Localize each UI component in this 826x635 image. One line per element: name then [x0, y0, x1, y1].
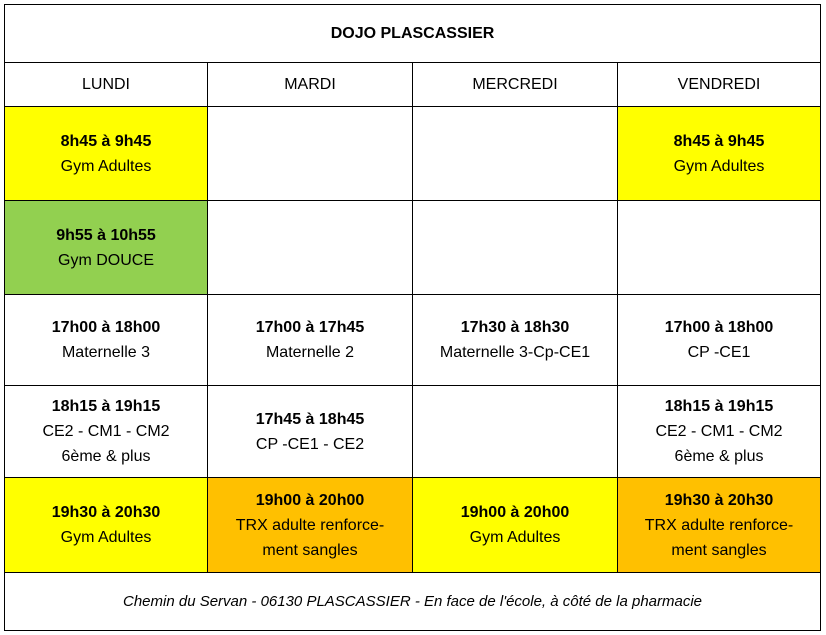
slot-activity: Maternelle 2 — [265, 344, 355, 361]
schedule-cell — [618, 107, 821, 201]
footer-row — [5, 573, 821, 631]
slot-time: 17h00 à 18h00 — [51, 319, 161, 336]
slot-activity: Maternelle 3 — [61, 344, 151, 361]
slot-time: 17h00 à 17h45 — [255, 319, 365, 336]
slot-activity: ment sangles — [262, 541, 358, 559]
slot-activity: 6ème & plus — [674, 448, 764, 465]
schedule-cell — [5, 386, 208, 478]
schedule-cell — [5, 295, 208, 386]
slot-activity: Maternelle 3-Cp-CE1 — [439, 344, 591, 361]
schedule-title: DOJO PLASCASSIER — [5, 5, 821, 63]
days-header-row — [5, 63, 821, 107]
slot-time: 9h55 à 10h55 — [56, 226, 156, 244]
slot-time: 19h00 à 20h00 — [460, 504, 570, 521]
schedule-cell — [413, 201, 618, 295]
slot-time: 18h15 à 19h15 — [51, 398, 161, 415]
schedule-cell — [5, 201, 208, 295]
slot-time: 8h45 à 9h45 — [673, 132, 765, 150]
schedule-cell — [208, 201, 413, 295]
slot-time: 19h30 à 20h30 — [664, 491, 774, 509]
schedule-cell — [208, 107, 413, 201]
slot-time: 17h30 à 18h30 — [460, 319, 570, 336]
slot-time: 19h00 à 20h00 — [255, 491, 365, 509]
slot-activity: Gym Adultes — [60, 529, 152, 546]
slot-activity: Gym Adultes — [673, 157, 765, 175]
day-header-mercredi: MERCREDI — [413, 63, 618, 107]
slot-activity: CP -CE1 - CE2 — [255, 435, 365, 453]
slot-time: 17h00 à 18h00 — [664, 319, 774, 336]
slot-activity: CE2 - CM1 - CM2 — [655, 423, 783, 440]
slot-activity: Gym Adultes — [469, 529, 561, 546]
schedule-cell — [618, 295, 821, 386]
slot-activity: CE2 - CM1 - CM2 — [42, 423, 170, 440]
schedule-cell — [618, 386, 821, 478]
schedule-cell — [208, 295, 413, 386]
slot-time: 17h45 à 18h45 — [255, 410, 365, 428]
slot-time: 8h45 à 9h45 — [60, 132, 152, 150]
day-header-vendredi: VENDREDI — [618, 63, 821, 107]
schedule-cell — [5, 478, 208, 573]
schedule-row — [5, 295, 821, 386]
schedule-cell — [413, 478, 618, 573]
slot-activity: TRX adulte renforce- — [235, 516, 385, 534]
title-row — [5, 5, 821, 63]
schedule-cell — [208, 478, 413, 573]
schedule-cell — [413, 386, 618, 478]
day-header-mardi: MARDI — [208, 63, 413, 107]
schedule-cell — [413, 107, 618, 201]
schedule-table — [4, 4, 821, 631]
slot-activity: Gym Adultes — [60, 157, 152, 175]
schedule-cell — [413, 295, 618, 386]
slot-time: 19h30 à 20h30 — [51, 504, 161, 521]
schedule-row — [5, 386, 821, 478]
slot-activity: TRX adulte renforce- — [644, 516, 794, 534]
slot-time: 18h15 à 19h15 — [664, 398, 774, 415]
schedule-row — [5, 478, 821, 573]
schedule-row — [5, 201, 821, 295]
schedule-cell — [618, 478, 821, 573]
slot-activity: CP -CE1 — [687, 344, 751, 361]
slot-activity: ment sangles — [671, 541, 767, 559]
schedule-cell — [5, 107, 208, 201]
schedule-cell — [618, 201, 821, 295]
slot-activity: 6ème & plus — [61, 448, 151, 465]
day-header-lundi: LUNDI — [5, 63, 208, 107]
schedule-row — [5, 107, 821, 201]
slot-activity: Gym DOUCE — [58, 251, 154, 269]
schedule-cell — [208, 386, 413, 478]
address-footer: Chemin du Servan - 06130 PLASCASSIER - En face de l'école, à côté de la pharmacie — [5, 573, 821, 631]
